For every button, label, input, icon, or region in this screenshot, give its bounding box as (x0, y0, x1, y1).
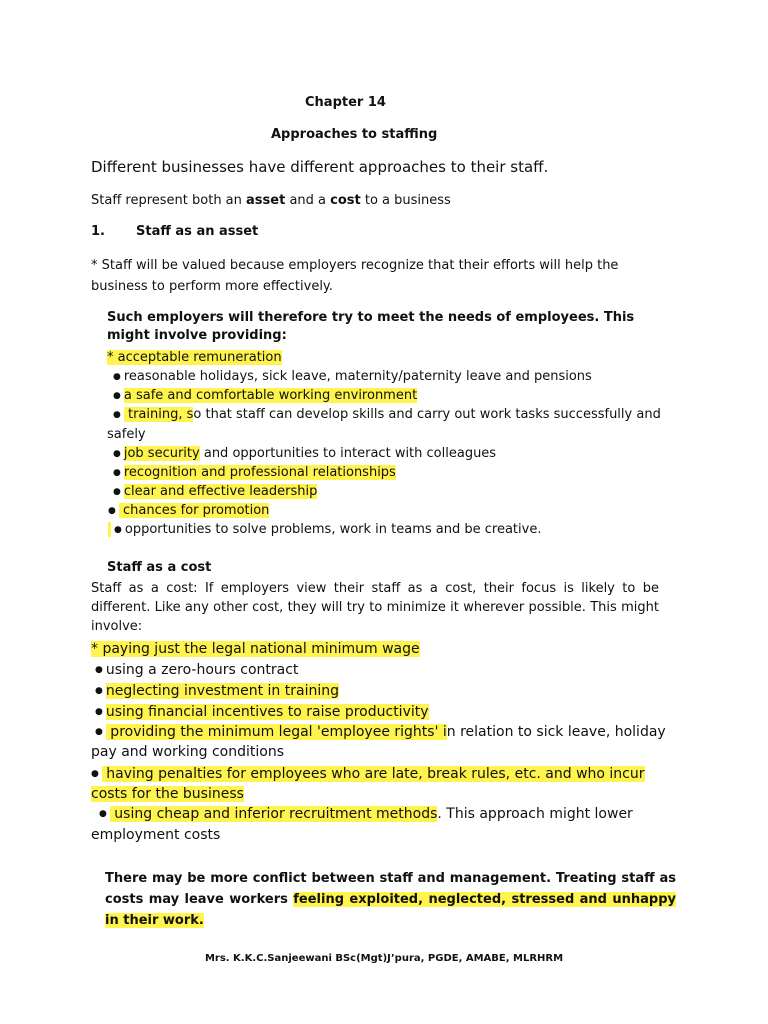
asset-item-opportunities-text: opportunities to solve problems, work in teams and be creative. (124, 522, 542, 537)
bullet-icon: ● (113, 467, 121, 478)
intro-line-1: Different businesses have different approaches to their staff. (91, 158, 549, 176)
asset-item-recognition (113, 465, 396, 480)
bullet-icon: ● (113, 390, 121, 401)
cost-item-penalties-highlight: having penalties for employees who are late, break rules, etc. and who incur (101, 766, 645, 782)
cost-item-rights-highlight: providing the minimum legal 'employee rights' i (105, 724, 447, 740)
cost-item-incentives (95, 704, 429, 720)
asset-item-environment-text: a safe and comfortable working environment (123, 388, 418, 403)
asset-item-holidays-text: reasonable holidays, sick leave, maternity/paternity leave and pensions (123, 369, 592, 384)
cost-item-min-wage (91, 641, 420, 657)
section-2-para-1: Staff as a cost: If employers view their staff as a cost, their focus is likely to be different. Like any other cost, they will try to minimize it wherever possible. This might involve: (91, 581, 659, 634)
asset-item-remuneration-text: * acceptable remuneration (107, 350, 282, 365)
intro-line-2-mid: and a (285, 193, 331, 208)
cost-item-recruitment-cont: employment costs (91, 827, 221, 843)
cost-item-recruitment-highlight: using cheap and inferior recruitment methods (109, 806, 438, 822)
cost-item-rights-text: n relation to sick leave, holiday (446, 724, 666, 740)
bullet-icon: ● (113, 409, 121, 420)
asset-item-environment (113, 388, 417, 403)
asset-item-job-security (113, 446, 496, 461)
asset-item-leadership-text: clear and effective leadership (123, 484, 318, 499)
cost-item-zero-hours (95, 662, 298, 678)
asset-item-promotion-text: chances for promotion (118, 503, 270, 518)
asset-item-job-security-text: and opportunities to interact with colleagues (199, 446, 497, 461)
section-1-para-1: * Staff will be valued because employers recognize that their efforts will help the business to perform more effectively. (91, 258, 619, 294)
asset-item-training-text: o that staff can develop skills and carry out work tasks successfully and (193, 407, 661, 422)
cost-item-penalties-cont (91, 786, 244, 802)
highlight-mark (108, 522, 111, 537)
conclusion-highlight: feeling exploited, neglected, stressed and unhappy in their work. (105, 892, 676, 928)
bullet-icon: ● (91, 769, 99, 779)
conclusion-text: There may be more conflict between staff and management. Treating staff as costs may leave workers (105, 871, 676, 907)
page-title: Approaches to staffing (271, 127, 438, 142)
section-1-number: 1. (91, 224, 105, 239)
cost-item-penalties-cont-text: costs for the business (91, 786, 244, 802)
bullet-icon: ● (114, 524, 122, 535)
bullet-icon: ● (113, 448, 121, 459)
bullet-icon: ● (99, 809, 107, 819)
cost-item-min-wage-text: * paying just the legal national minimum wage (91, 641, 420, 657)
section-2-title: Staff as a cost (107, 560, 212, 575)
chapter-heading: Chapter 14 (305, 95, 386, 110)
footer-author: Mrs. K.K.C.Sanjeewani BSc(Mgt)J’pura, PGDE, AMABE, MLRHRM (204, 953, 564, 964)
cost-item-penalties (91, 766, 645, 782)
asset-item-training-cont: safely (107, 427, 146, 442)
bullet-icon: ● (95, 727, 103, 737)
cost-item-zero-hours-text: using a zero-hours contract (105, 662, 299, 678)
asset-item-holidays (113, 369, 592, 384)
cost-item-training (95, 683, 339, 699)
section-1-para-2: Such employers will therefore try to meet the needs of employees. This might involve providing: (107, 310, 635, 343)
asset-item-leadership (113, 484, 317, 499)
cost-item-training-text: neglecting investment in training (105, 683, 339, 699)
intro-line-2 (91, 193, 451, 208)
intro-asset-word: asset (246, 193, 286, 208)
asset-item-promotion (108, 503, 269, 518)
asset-item-job-security-highlight: job security (123, 446, 200, 461)
asset-item-training-highlight: training, s (123, 407, 194, 422)
asset-item-recognition-text: recognition and professional relationships (123, 465, 396, 480)
intro-line-2-post: to a business (360, 193, 451, 208)
bullet-icon: ● (95, 665, 103, 675)
bullet-icon: ● (108, 505, 116, 516)
cost-item-rights (95, 724, 666, 740)
section-1-title: Staff as an asset (136, 224, 259, 239)
bullet-icon: ● (95, 686, 103, 696)
bullet-icon: ● (113, 371, 121, 382)
asset-item-remuneration (107, 350, 282, 365)
intro-cost-word: cost (330, 193, 361, 208)
intro-line-2-pre: Staff represent both an (91, 193, 247, 208)
bullet-icon: ● (95, 707, 103, 717)
conclusion-paragraph (105, 868, 676, 931)
asset-item-opportunities (108, 522, 541, 537)
bullet-icon: ● (113, 486, 121, 497)
cost-item-recruitment (99, 806, 633, 822)
cost-item-incentives-text: using financial incentives to raise productivity (105, 704, 429, 720)
cost-item-rights-cont: pay and working conditions (91, 744, 284, 760)
cost-item-recruitment-text: . This approach might lower (437, 806, 633, 822)
asset-item-training (113, 407, 661, 422)
